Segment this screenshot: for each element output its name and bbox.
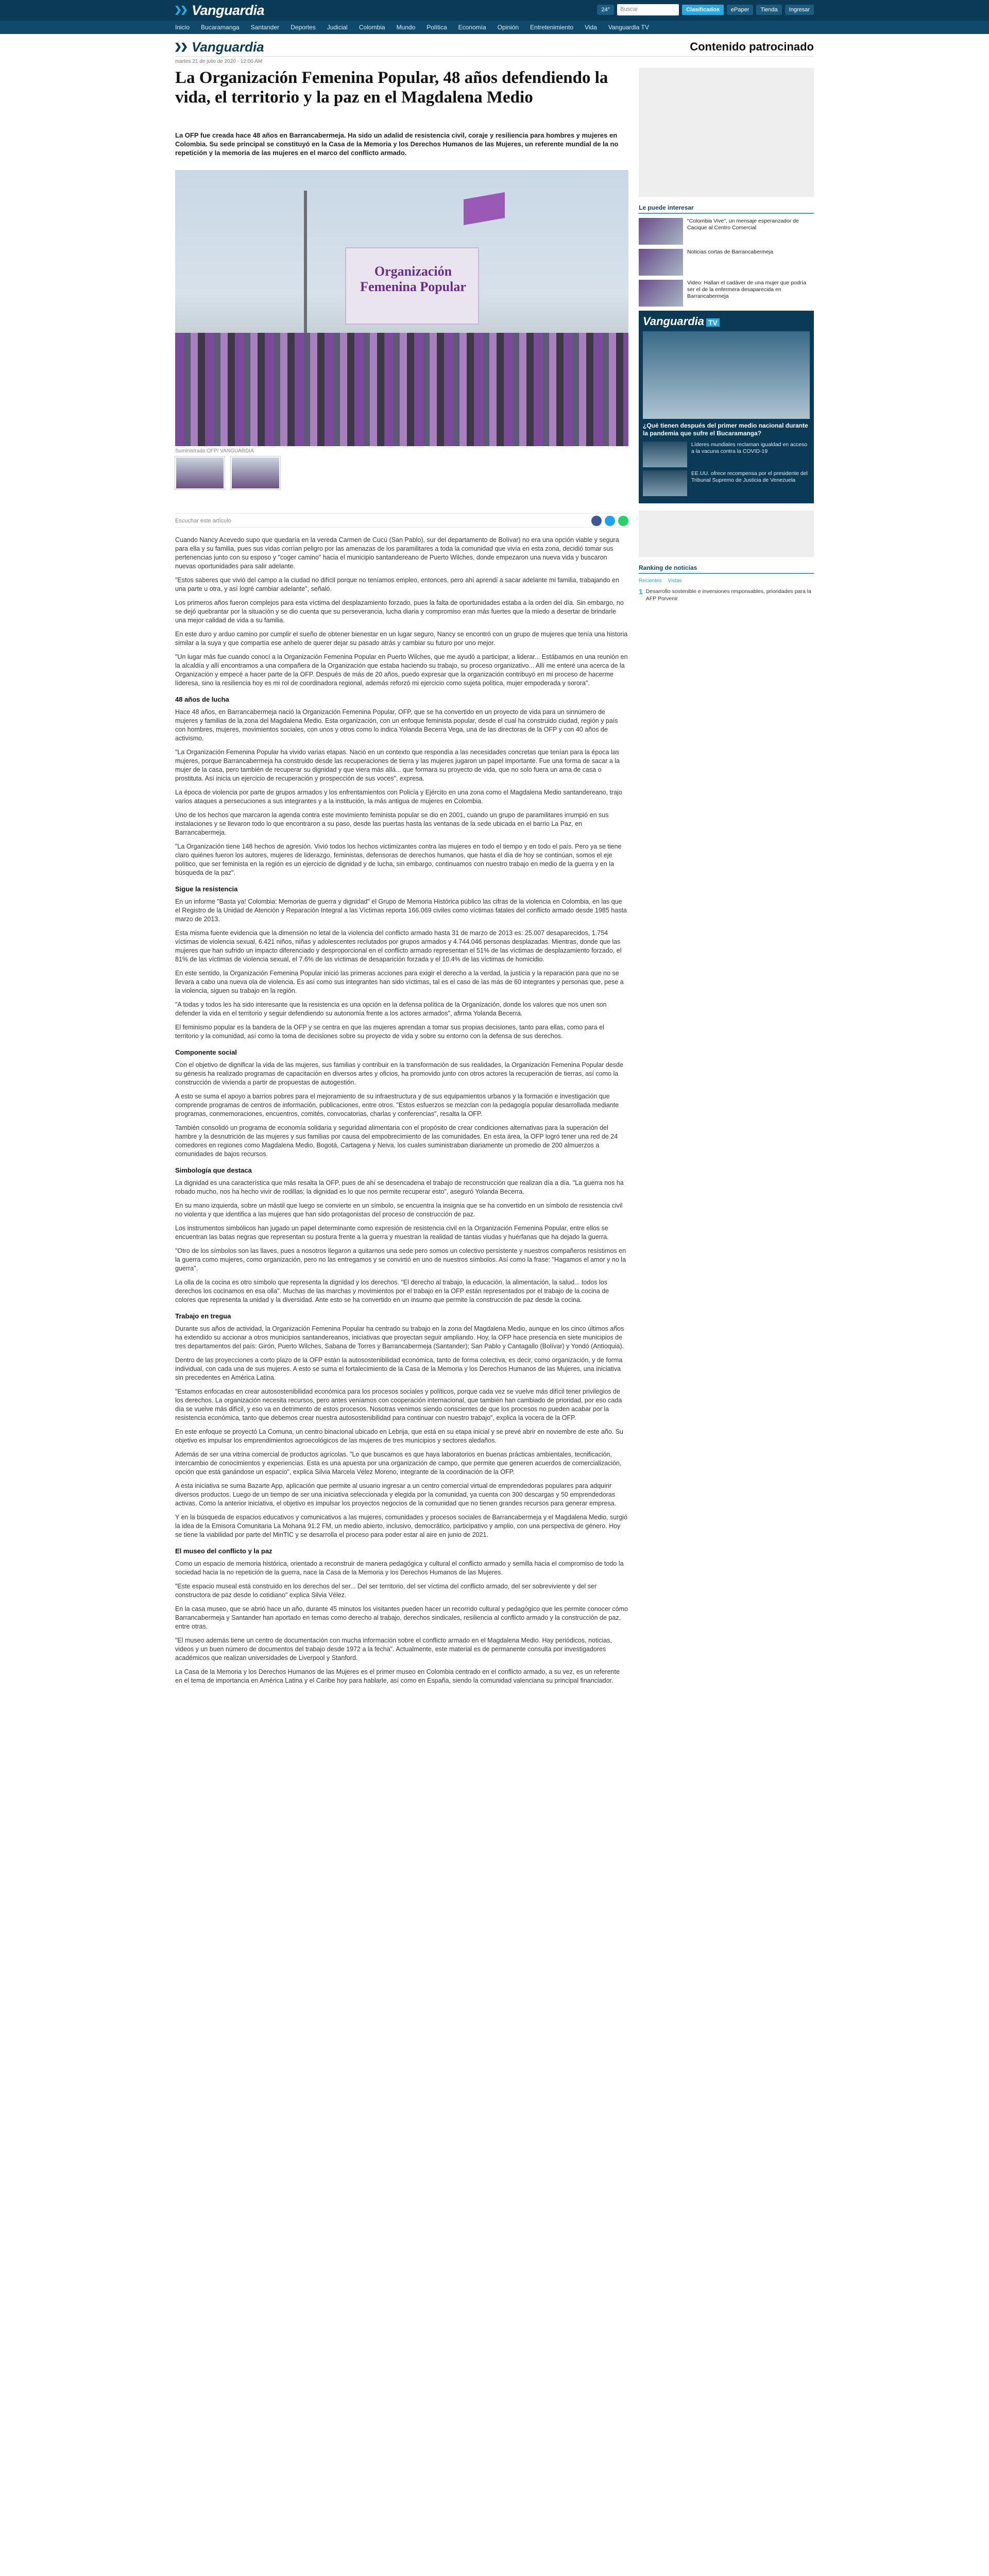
interest-text: Noticias cortas de Barrancabermeja [687,249,773,255]
clasificados-button[interactable]: Clasificados [682,5,724,15]
body-paragraph: "A todas y todos les ha sido interesante que la resistencia es una opción en la defensa política de la Organización, donde los valores que nos unen son defender la vida en el territorio y seguir defendiendo su autonomía frente a los actores armados", afirma Yolanda Becerra. [175,1001,607,1017]
vtv-thumb [643,470,687,496]
share-icons [591,516,628,526]
tienda-button[interactable]: Tienda [756,5,781,15]
interest-text: "Colombia Vive", un mensaje esperanzador de Cacique al Centro Comercial [687,218,799,231]
section-logo[interactable] [175,39,264,55]
weather-badge: 24° [597,5,614,15]
gallery-thumb[interactable] [175,456,225,489]
hero-image[interactable] [175,170,628,446]
body-paragraph: A esto se suma el apoyo a barrios pobres para el mejoramiento de su infraestructura y de sus equipamientos urbanos y la formación e investigación que comprende programas de centros de información, publicaciones, entre otros. "Estos esfuerzos se mezclan con la pedagogía popular desarrollada mediante programas, conmemoraciones, encuentros, comités, convocatorias, charlas y conferencias", resalta la OFP. [175,1093,619,1117]
body-paragraph: La época de violencia por parte de grupos armados y los enfrentamientos con Policía y Ejército en una zona como el Magdalena Medio santandereano, trajo varios ataques a persecuciones a sus integrantes y a la institución, la más antigua de mujeres en Colombia. [175,789,622,805]
date-line: martes 21 de julio de 2020 - 12:00 AM [175,59,262,64]
ranking-title: Ranking de noticias [639,564,814,574]
interest-text: Video: Hallan el cadáver de una mujer que podría ser el de la enfermera desaparecida en Barrancabermeja [687,280,806,299]
interest-item[interactable] [639,249,814,276]
nav-item[interactable]: Entretenimiento [530,24,574,31]
body-paragraph: El feminismo popular es la bandera de la OFP y se centra en que las mujeres aprendan a tomar sus propias decisiones, tanto para ellas, como para el territorio y la comunidad, así como la toma de decisiones sobre su proyecto de vida y sobre su entorno con la defensa de sus derechos. [175,1024,604,1040]
body-paragraph: Hace 48 años, en Barrancabermeja nació la Organización Femenina Popular, OFP, que se ha convertido en un proyecto de vida para un sinnúmero de mujeres y familias de la zona del Magdalena Medio. Esta organización, con un enfoque feminista popular, desde el cual ha construido ciudad, región y país con hombres, mujeres, movimientos sociales, con unos y otros como lo indica Yolanda Becerra Vega, una de las directoras de la OFP y con 40 años de activismo. [175,708,618,742]
vanguardia-tv-module [639,311,814,503]
ranking-item[interactable] [639,588,814,602]
nav-item[interactable]: Judicial [327,24,348,31]
facebook-icon[interactable] [591,516,602,526]
body-subheading: Simbología que destaca [175,1166,252,1174]
article-headline: La Organización Femenina Popular, 48 años defendiendo la vida, el territorio y la paz en el Magdalena Medio [175,69,608,107]
body-subheading: Componente social [175,1048,237,1056]
crowd [175,333,628,446]
chevron-logo-icon [175,5,189,16]
body-paragraph: "El museo además tiene un centro de documentación con mucha información sobre el conflicto armado en el Magdalena Medio. Hay periódicos, noticias, videos y un buen número de documentos del trabajo desde 1972 a la fecha". Actualmente, este material es de permanente consulta por investigadores académicos que realizan universidades de Liverpool y Stanford. [175,1637,612,1662]
ranking-tabs [639,578,814,584]
nav-item[interactable]: Vanguardia TV [608,24,649,31]
body-paragraph: En este duro y arduo camino por cumplir el sueño de obtener bienestar en un lugar seguro, Nancy se encontró con un grupo de mujeres que tenía una historia similar a la suya y que compartía ese anhelo de querer dejar su pasado atrás y cambiar su futuro por uno mejor. [175,631,628,647]
tab-recientes[interactable]: Recientes [639,578,662,584]
ranking-number: 1 [639,587,643,596]
body-paragraph: "La Organización Femenina Popular ha vivido varias etapas. Nació en un contexto que respondía a las necesidades concretas que tenían para la época las mujeres, porque Barrancabermeja ha construido desde las recuperaciones de tierra y las mujeres jugaron un papel importante. Fue una forma de sacar a la mujer de la casa, pero también de recuperar su dignidad y que viera más allá... que formara su proyecto de vida, que no solo fuera un ama de casa o prostituta. Así inicia un ejercicio de recuperación y prospección de sus voces", expresa. [175,749,620,782]
ranking-text: Desarrollo sostenible e inversiones responsables, prioridades para la AFP Porvenir [645,588,811,602]
body-subheading: Trabajo en tregua [175,1312,231,1320]
section-brand: Vanguardia [192,39,264,55]
body-paragraph: "Un lugar más fue cuando conocí a la Organización Femenina Popular en Puerto Wilches, que me ayudó a participar, a liderar... Estábamos en una reunión en la alcaldía y allí encontramos a una compañera de la Organización que estaba haciendo su trabajo, su proceso organizativo... Allí me enteré una acerca de la Organización y empecé a hacer parte de la OFP. Después de más de 20 años, puedo expresar que la organización contribuyó en mi proceso de hacerme líderesa, sino la resiliencia hoy es mi rol de coordinadora regional, además reforzó mi ejercicio como sujeta política, mujer empoderada y sorora". [175,653,628,687]
body-paragraph: Y en la búsqueda de espacios educativos y comunicativos a las mujeres, comunidades y procesos sociales de Barrancabermeja y el Magdalena Medio, surgió la idea de la Emisora Comunitaria La Mohana 91.2 FM, un medio abierto, inclusivo, democrático, participativo y amplio, con una perspectiva de género. Hoy se tiene la viabilidad por parte del MinTIC y se desarrolla el proceso para poder estar al aire en junio de 2021. [175,1514,628,1538]
vtv-tag: TV [706,318,720,327]
nav-list [175,24,649,31]
body-paragraph: Los instrumentos simbólicos han jugado un papel determinante como expresión de resistencia civil en la Organización Femenina Popular, entre ellos se encuentran las batas negras que representan su postura frente a la guerra y muestran la realidad de tantas viudas y huérfanas que ha dejado la guerra. [175,1225,609,1241]
body-paragraph: Cuando Nancy Acevedo supo que quedaría en la vereda Carmen de Cucú (San Pablo), sur del departamento de Bolívar) no era una opción viable y segura para ella y su familia, pues sus vidas corrían peligro por las amenazas de los paramilitares a toda la comunidad que vivía en esta zona, decidió tomar sus pertenencias junto con su esposo y "coger camino" hacia el municipio santandereano de Puerto Wilches, donde empezaron una nueva vida y buscaron nuevas oportunidades para salir adelante. [175,536,619,570]
body-paragraph: A esta iniciativa se suma Bazarte App, aplicación que permite al usuario ingresar a un centro comercial virtual de emprendedoras populares para adquirir diversos productos. Luego de un tiempo de ser una iniciativa seleccionada y elegida por la comunidad, ya cuenta con 300 descargas y 50 emprendedoras activas. Como la anterior iniciativa, el objetivo es impulsar los proyectos negocios de la comunidad que no tienen grandes recursos para generar empresa. [175,1482,617,1507]
vtv-logo-text: Vanguardia [643,315,704,328]
interest-thumb [639,280,683,307]
share-bar [175,513,628,528]
nav-item[interactable]: Bucaramanga [201,24,240,31]
body-paragraph: La dignidad es una característica que más resalta la OFP, pues de ahí se desencadena el trabajo de reconstrucción que realizan día a día. "La guerra nos ha robado mucho, nos ha hecho vivir de rodillas; la dignidad es lo que nos permite recuperar esto", aseguró Yolanda Becerra. [175,1179,624,1195]
tab-vistas[interactable]: Vistas [668,578,682,584]
body-subheading: 48 años de lucha [175,696,229,703]
body-subheading: Sigue la resistencia [175,885,238,893]
body-paragraph: "Estamos enfocadas en crear autosostenibilidad económica para los procesos sociales y políticos, porque cada vez se vuelve más difícil tener privilegios de los derechos. La organización necesita recursos, pero antes veníamos con cooperación internacional, que también han cambiado de prioridad, por eso cada día se vuelve más difícil, y eso va en detrimento de estos procesos. Nosotras venimos siendo conscientes de que los procesos no pueden acabar por la resistencia económica, tanto que debemos crear nuestra autosostenibilidad para continuar con nuestro trabajo", explica la vocera de la OFP. [175,1388,622,1421]
vtv-feature-title[interactable]: ¿Qué tienen después del primer medio nacional durante la pandemia que sufre el Bucaramanga? [643,422,808,437]
vtv-logo[interactable] [643,315,810,328]
interest-item[interactable] [639,280,814,307]
whatsapp-icon[interactable] [618,516,628,526]
top-bar [0,0,989,21]
nav-item[interactable]: Economía [458,24,486,31]
body-paragraph: Además de ser una vitrina comercial de productos agrícolas. "Lo que buscamos es que haya laboratorios en buenas prácticas ambientales, tecnificación, intercambio de conocimientos y experiencias. Esta es una apuesta por una organización de campo, que permite que generen acuerdos de comercialización, opción que está ganándose un espacio", explica Silvia Marcela Vélez Moreno, integrante de la coordinación de la OFP. [175,1451,622,1476]
ingresar-button[interactable]: Ingresar [785,5,814,15]
vtv-item-text: EE.UU. ofrece recompensa por el presidente del Tribunal Supremo de Justicia de Venezuela [691,470,808,483]
epaper-button[interactable]: ePaper [727,5,753,15]
nav-item[interactable]: Inicio [175,24,190,31]
body-paragraph: Durante sus años de actividad, la Organización Femenina Popular ha centrado su trabajo en la zona del Magdalena Medio, aunque en los cinco últimos años ha extendido su accionar a otros municipios santandereanos, iniciativas que proyectan seguir ampliando. Hoy, la OFP hace presencia en siete municipios de tres departamentos del país: Girón, Puerto Wilches, Sabana de Torres y Barrancabermeja (Santander); San Pablo y Cantagallo (Bolívar) y Yondó (Antioquia). [175,1325,624,1350]
article-lead: La OFP fue creada hace 48 años en Barrancabermeja. Ha sido un adalid de resistencia civil, coraje y resiliencia para hombres y mujeres en Colombia. Su sede principal se constituyó en la Casa de la Memoria y los Derechos Humanos de las Mujeres, un referente mundial de la no repetición y la memoria de las mujeres en el marco del conflicto armado. [175,131,619,157]
body-paragraph: La Casa de la Memoria y los Derechos Humanos de las Mujeres es el primer museo en Colombia centrado en el conflicto armado, a su vez, es un referente en el tema de importancia en América Latina y el Caribe hoy para hablarle, así como en España, siendo la comunidad valenciana su principal financiador. [175,1668,620,1684]
body-paragraph: También consolidó un programa de economía solidaria y seguridad alimentaria con el propósito de crear condiciones alternativas para la superación del hambre y la desnutrición de las mujeres y sus familias por causa del empobrecimiento de las comunidades. En esta área, la OFP logró tener una red de 24 comedores en regiones como Magdalena Medio, Bogotá, Cartagena y Neiva, los cuales suministraban diariamente un promedio de 200 almuerzos a comunidades de bajos recursos. [175,1124,618,1158]
hero-caption: Suministrada OFP/ VANGUARDIA [175,448,254,454]
brand-logo[interactable] [175,3,264,18]
body-subheading: El museo del conflicto y la paz [175,1547,272,1555]
nav-item[interactable]: Vida [585,24,597,31]
nav-item[interactable]: Colombia [359,24,385,31]
listen-label[interactable]: Escuchar este artículo [175,518,231,524]
body-paragraph: La olla de la cocina es otro símbolo que representa la dignidad y los derechos. "El derecho al trabajo, la educación, la alimentación, la salud... todos los derechos los cocinamos en esa olla". Muchas de las marchas y movimientos por el trabajo en la OFP están representados por el trabajo de la cocina de colores que representa la unidad y la diversidad. Ante esto se ha convertido en un insumo que permite la construcción de paz desde la cocina. [175,1279,609,1303]
body-paragraph: En su mano izquierda, sobre un mástil que luego se convierte en un símbolo, se encuentra la insignia que se ha convertido en un símbolo de resistencia civil no violenta y que identifica a las mujeres que han sido protagonistas del proceso de construcción de paz. [175,1202,623,1218]
chevron-logo-icon [175,42,190,53]
section-title: Contenido patrocinado [690,40,814,53]
nav-item[interactable]: Santander [250,24,280,31]
body-paragraph: Como un espacio de memoria histórica, orientado a reconstruir de manera pedagógica y cultural el conflicto armado y semilla hacia el compromiso de todo la sociedad hacia la no repetición de la guerra, nace la Casa de la Memoria y los Derechos Humanos de las Mujeres. [175,1560,624,1576]
interest-item[interactable] [639,218,814,245]
hero-banner [345,247,479,325]
ad-slot[interactable] [639,68,814,197]
body-paragraph: "La Organización tiene 148 hechos de agresión. Vivió todos los hechos victimizantes contra las mujeres en todo el tiempo y en todo el país. Pero ya se tiene claro quiénes fueron los autores, mujeres de liderazgo, feministas, defensoras de derechos humanos, que hasta el día de hoy se continúan, somos el eje político, que ser feminista en la región es un ejercicio de dignidad y de lucha, sin embargo, continuamos con nuestro trabajo en medio de la guerra y en la búsqueda de la paz". [175,843,622,876]
purple-flag [464,192,505,225]
twitter-icon[interactable] [605,516,615,526]
nav-item[interactable]: Política [427,24,447,31]
gallery-thumb[interactable] [231,456,280,489]
body-paragraph: "Otro de los símbolos son las llaves, pues a nosotros llegaron a quitarnos una sede pero somos un colectivo persistente y nuestros compañeros resistimos en la guerra como mujeres, como organización, pero no las entregamos y se convirtió en uno de nuestros símbolos. Así como la frase: "Hagamos el amor y no la guerra". [175,1247,626,1272]
body-paragraph: En este enfoque se proyectó La Comuna, un centro binacional ubicado en Lebrija, que está en su etapa inicial y se prevé abrir en noviembre de este año. Su objetivo es impulsar los emprendimientos agroecológicos de las mujeres de tres municipios y sectores aledaños. [175,1428,624,1444]
article-body [175,536,628,1690]
sidebar [639,68,814,605]
body-paragraph: En un informe "Basta ya! Colombia: Memorias de guerra y dignidad" el Grupo de Memoria Histórica público las cifras de la violencia en Colombia, en las que el Registro de la Unidad de Atención y Reparación Integral a las Víctimas reporta 166.069 civiles como víctimas fatales del conflicto armado desde 1985 hasta marzo de 2013. [175,898,627,923]
section-banner [175,34,814,57]
body-paragraph: Uno de los hechos que marcaron la agenda contra este movimiento feminista popular se dio en 2001, cuando un grupo de paramilitares irrumpió en sus instalaciones y se llevaron todo lo que encontraron a su paso, desde las puertas hasta las ventanas de la sede ubicada en el barrio La Paz, en Barrancabermeja. [175,811,609,836]
interest-thumb [639,249,683,276]
nav-item[interactable]: Opinión [497,24,519,31]
vtv-item-text: Líderes mundiales reclaman igualdad en acceso a la vacuna contra la COVID-19 [691,442,808,454]
nav-item[interactable]: Mundo [396,24,416,31]
top-right-tools [597,4,814,15]
search-input[interactable]: Buscar [617,4,679,15]
vtv-feature-image[interactable] [643,331,810,419]
body-paragraph: Con el objetivo de dignificar la vida de las mujeres, sus familias y contribuir en la transformación de sus realidades, la Organización Femenina Popular desde su génesis ha realizado programas de capacitación en diversos artes y oficios, ha promovido junto con otros actores la recuperación de tierras, así como la construcción de vivienda a partir de propuestas de autogestión. [175,1061,623,1086]
body-paragraph: "Este espacio museal está construido en los derechos del ser... Del ser territorio, del ser víctima del conflicto armado, del ser sobreviviente y del ser constructora de paz desde lo cotidiano" explica Silvia Vélez. [175,1583,597,1599]
nav-item[interactable]: Deportes [291,24,316,31]
body-paragraph: En la casa museo, que se abrió hace un año, durante 45 minutos los visitantes pueden hacer un recorrido cultural y pedagógico que les permite conocer cómo Barrancabermeja y Santander han aportado en temas como derecho al trabajo, derechos sindicales, resiliencia al conflicto armado y la construcción de paz, entre otras. [175,1605,628,1630]
hero-banner-text: Organización Femenina Popular [360,264,466,294]
brand-name: Vanguardia [192,2,265,18]
main-nav [0,21,989,34]
body-paragraph: Dentro de las proyecciones a corto plazo de la OFP están la autosostenibilidad económica, tanto de forma colectiva, es decir, como organización, y de forma individual, con cada una de sus mujeres. A esto se suma el fortalecimiento de la Casa de la Memoria y los Derechos Humanos de las Mujeres, una iniciativa sin precedentes en América Latina. [175,1357,623,1381]
body-paragraph: Los primeros años fueron complejos para esta víctima del desplazamiento forzado, pues la falta de oportunidades estaba a la orden del día. Sin embargo, no se dejó quebrantar por la situación y se dio cuenta que su perseverancia, lucha diaria y compromiso eran más fuertes que la miedo a desertar de brindarle una mejor calidad de vida a su familia. [175,599,624,624]
vtv-thumb [643,442,687,467]
interest-title: Le puede interesar [639,204,814,214]
ad-slot[interactable] [639,511,814,557]
body-paragraph: Esta misma fuente evidencia que la dimensión no letal de la violencia del conflicto armado hasta 31 de marzo de 2013 es: 25.007 desaparecidos, 1.754 víctimas de violencia sexual, 6.421 niños, niñas y adolescentes reclutados por grupos armados y 4.744.046 personas desplazadas. Mientras, donde que las mujeres que han sufrido un impacto diferenciado y desproporcional en el conflicto armado representan el 51% de las víctimas de desplazamiento forzado, el 81% de las víctimas de violencia sexual, el 7.6% de las víctimas de desaparición forzada y el 10.4% de las víctimas de homicidio. [175,929,622,963]
body-paragraph: En este sentido, la Organización Femenina Popular inició las primeras acciones para exigir el derecho a la verdad, la justicia y la reparación para que no se llevara a cabo una nueva ola de violencia. Es así como sus integrantes han sido víctimas, tal es el caso de las más de 60 integrantes y personas que, pese a la violencia, siguen su trabajo en la región. [175,970,624,994]
gallery-thumbnails [175,456,280,489]
vtv-item[interactable] [643,442,810,467]
vtv-item[interactable] [643,470,810,496]
interest-thumb [639,218,683,245]
body-paragraph: "Estos saberes que vivió del campo a la ciudad no difícil porque no teníamos empleo, entonces, pero ahí aprendí a sacar adelante mi familia, trabajando en una parte u otra, y así logré cambiar adelante", señaló. [175,577,619,592]
ranking-module [639,564,814,602]
